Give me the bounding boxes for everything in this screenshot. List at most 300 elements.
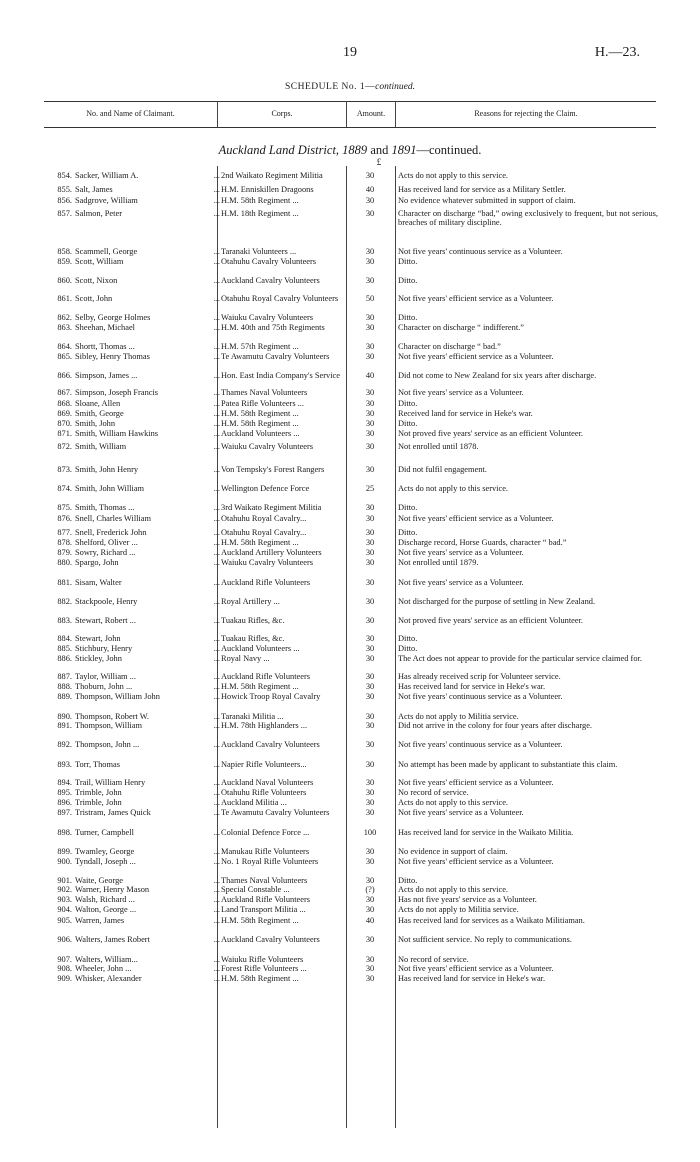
leader-dots: ...: [213, 828, 220, 837]
reason-cell: Not five years' continuous service as a Volunteer.: [398, 692, 563, 701]
amount-cell: 30: [365, 514, 375, 523]
leader-dots: ...: [213, 955, 220, 964]
claimant-name: Smith, William: [75, 442, 127, 451]
reason-cell: Has received land for service as a Military Settler.: [398, 185, 566, 194]
claim-number: 879.: [57, 548, 72, 557]
leader-dots: ...: [213, 798, 220, 807]
claim-number: 894.: [57, 778, 72, 787]
leader-dots: ...: [213, 654, 220, 663]
corps-cell: H.M. 58th Regiment ...: [221, 419, 299, 428]
leader-dots: ...: [213, 644, 220, 653]
amount-cell: 30: [365, 323, 375, 332]
corps-cell: Auckland Rifle Volunteers: [221, 578, 311, 587]
corps-cell: Hon. East India Company's Service: [221, 371, 340, 380]
corps-cell: Royal Navy ...: [221, 654, 270, 663]
claimant-name: Warner, Henry Mason: [75, 885, 150, 894]
claimant-name: Taylor, William ...: [75, 672, 136, 681]
amount-cell: 30: [365, 342, 375, 351]
leader-dots: ...: [213, 597, 220, 606]
reason-cell: No evidence whatever submitted in support of claim.: [398, 196, 576, 205]
leader-dots: ...: [213, 857, 220, 866]
amount-cell: 25: [365, 484, 375, 493]
leader-dots: ...: [213, 352, 220, 361]
leader-dots: ...: [213, 876, 220, 885]
claim-number: 875.: [57, 503, 72, 512]
claimant-name: Smith, Thomas ...: [75, 503, 135, 512]
corps-cell: Auckland Rifle Volunteers: [221, 895, 311, 904]
corps-cell: Auckland Volunteers ...: [221, 429, 300, 438]
amount-cell: 30: [365, 257, 375, 266]
amount-cell: 30: [365, 558, 375, 567]
claimant-name: Smith, John: [75, 419, 116, 428]
reason-cell: No record of service.: [398, 955, 469, 964]
claimant-name: Waite, George: [75, 876, 124, 885]
leader-dots: ...: [213, 257, 220, 266]
claim-number: 883.: [57, 616, 72, 625]
leader-dots: ...: [213, 916, 220, 925]
claimant-name: Trail, William Henry: [75, 778, 146, 787]
amount-cell: 30: [365, 760, 375, 769]
leader-dots: ...: [213, 514, 220, 523]
leader-dots: ...: [213, 692, 220, 701]
corps-cell: H.M. 40th and 75th Regiments: [221, 323, 325, 332]
amount-cell: 30: [365, 465, 375, 474]
reason-cell: Not five years' continuous service as a Volunteer.: [398, 247, 563, 256]
leader-dots: ...: [213, 371, 220, 380]
leader-dots: ...: [213, 323, 220, 332]
reason-cell: Not five years' service as a Volunteer.: [398, 548, 524, 557]
claim-number: 900.: [57, 857, 72, 866]
district-heading-and: and: [370, 143, 389, 157]
amount-cell: 30: [365, 548, 375, 557]
claimant-name: Scammell, George: [75, 247, 138, 256]
claimant-name: Stewart, John: [75, 634, 121, 643]
claimant-name: Simpson, James ...: [75, 371, 138, 380]
claimant-name: Torr, Thomas: [75, 760, 120, 769]
claimant-name: Sacker, William A.: [75, 171, 139, 180]
claim-number: 870.: [57, 419, 72, 428]
claimant-name: Smith, George: [75, 409, 124, 418]
claim-number: 865.: [57, 352, 72, 361]
corps-cell: Auckland Naval Volunteers: [221, 778, 314, 787]
corps-cell: H.M. 58th Regiment ...: [221, 538, 299, 547]
claimant-name: Walsh, Richard ...: [75, 895, 135, 904]
column-header-reason: Reasons for rejecting the Claim.: [474, 109, 578, 118]
district-heading-suffix: —continued.: [416, 143, 482, 157]
claim-number: 874.: [57, 484, 72, 493]
leader-dots: ...: [213, 484, 220, 493]
amount-cell: 30: [365, 974, 375, 983]
amount-cell: 30: [365, 847, 375, 856]
corps-cell: Howick Troop Royal Cavalry: [221, 692, 321, 701]
reason-cell: No record of service.: [398, 788, 469, 797]
claimant-name: Spargo, John: [75, 558, 119, 567]
amount-cell: 30: [365, 276, 375, 285]
reason-cell: Character on discharge “ indifferent.”: [398, 323, 524, 332]
corps-cell: Otahuhu Royal Cavalry...: [221, 514, 307, 523]
reason-cell: Not sufficient service. No reply to communications.: [398, 935, 572, 944]
claim-number: 898.: [57, 828, 72, 837]
leader-dots: ...: [213, 847, 220, 856]
reason-cell: No evidence in support of claim.: [398, 847, 508, 856]
amount-cell: 30: [365, 955, 375, 964]
corps-cell: Waiuku Cavalry Volunteers: [221, 558, 314, 567]
claim-number: 888.: [57, 682, 72, 691]
claimant-name: Stackpoole, Henry: [75, 597, 138, 606]
leader-dots: ...: [213, 276, 220, 285]
reason-cell: Acts do not apply to Militia service.: [398, 905, 519, 914]
claim-number: 897.: [57, 808, 72, 817]
amount-cell: 30: [365, 721, 375, 730]
reason-cell: Acts do not apply to this service.: [398, 885, 509, 894]
corps-cell: 2nd Waikato Regiment Militia: [221, 171, 323, 180]
reason-cell: Ditto.: [398, 634, 418, 643]
claimant-name: Thompson, William: [75, 721, 142, 730]
claimant-name: Walters, William...: [75, 955, 138, 964]
claim-number: 857.: [57, 209, 72, 218]
claimant-name: Thoburn, John ...: [75, 682, 133, 691]
table-top-rule: [44, 101, 656, 102]
amount-cell: 30: [365, 429, 375, 438]
district-heading-prefix: Auckland Land District, 1889: [218, 143, 368, 157]
claim-number: 906.: [57, 935, 72, 944]
amount-cell: 30: [365, 808, 375, 817]
claim-number: 905.: [57, 916, 72, 925]
corps-cell: Auckland Militia ...: [221, 798, 287, 807]
reason-cell: Acts do not apply to Militia service.: [398, 712, 519, 721]
reason-cell: Character on discharge “ bad.”: [398, 342, 501, 351]
amount-cell: 30: [365, 247, 375, 256]
amount-cell: 30: [365, 616, 375, 625]
corps-cell: H.M. 58th Regiment ...: [221, 409, 299, 418]
claim-number: 885.: [57, 644, 72, 653]
claim-number: 893.: [57, 760, 72, 769]
amount-cell: 50: [365, 294, 375, 303]
claimant-name: Scott, Nixon: [75, 276, 118, 285]
corps-cell: Auckland Cavalry Volunteers: [221, 276, 320, 285]
claim-number: 873.: [57, 465, 72, 474]
leader-dots: ...: [213, 419, 220, 428]
reason-cell: Acts do not apply to this service.: [398, 171, 509, 180]
claimant-name: Tristram, James Quick: [75, 808, 151, 817]
corps-cell: Otahuhu Royal Cavalry Volunteers: [221, 294, 339, 303]
claim-number: 854.: [57, 171, 72, 180]
leader-dots: ...: [213, 712, 220, 721]
amount-cell: 30: [365, 209, 375, 218]
claim-number: 869.: [57, 409, 72, 418]
claimant-name: Sadgrove, William: [75, 196, 138, 205]
leader-dots: ...: [213, 885, 220, 894]
corps-cell: Auckland Cavalry Volunteers: [221, 740, 320, 749]
reason-cell: Acts do not apply to this service.: [398, 484, 509, 493]
claimant-name: Sheehan, Michael: [75, 323, 135, 332]
reason-cell: Received land for service in Heke's war.: [398, 409, 533, 418]
leader-dots: ...: [213, 974, 220, 983]
claimant-name: Smith, William Hawkins: [75, 429, 159, 438]
claimant-name: Sisam, Walter: [75, 578, 122, 587]
leader-dots: ...: [213, 538, 220, 547]
claim-number: 884.: [57, 634, 72, 643]
column-header-amount: Amount.: [356, 109, 386, 118]
claim-number: 881.: [57, 578, 72, 587]
amount-cell: 30: [365, 442, 375, 451]
leader-dots: ...: [213, 196, 220, 205]
amount-cell: 30: [365, 352, 375, 361]
amount-cell: 30: [365, 388, 375, 397]
reason-cell: Has received land for service in the Waikato Militia.: [398, 828, 574, 837]
claim-number: 907.: [57, 955, 72, 964]
claim-number: 856.: [57, 196, 72, 205]
reason-cell: Character on discharge “bad,” owing exclusively to frequent, but not serious, breaches of military discipline.: [398, 209, 658, 227]
leader-dots: ...: [213, 935, 220, 944]
claim-number: 892.: [57, 740, 72, 749]
corps-cell: H.M. 58th Regiment ...: [221, 196, 299, 205]
reason-cell: Not five years' efficient service as a Volunteer.: [398, 857, 554, 866]
claimant-name: Trimble, John: [75, 798, 122, 807]
amount-cell: 30: [365, 905, 375, 914]
leader-dots: ...: [213, 465, 220, 474]
amount-cell: 30: [365, 538, 375, 547]
claim-number: 866.: [57, 371, 72, 380]
corps-cell: Otahuhu Royal Cavalry...: [221, 528, 307, 537]
body-divider-3: [395, 166, 396, 1128]
leader-dots: ...: [213, 185, 220, 194]
district-heading: [0, 143, 700, 158]
claim-number: 862.: [57, 313, 72, 322]
claim-number: 904.: [57, 905, 72, 914]
claim-number: 876.: [57, 514, 72, 523]
claimant-name: Stewart, Robert ...: [75, 616, 136, 625]
amount-cell: 30: [365, 419, 375, 428]
amount-cell: 30: [365, 876, 375, 885]
claim-number: 877.: [57, 528, 72, 537]
claim-number: 903.: [57, 895, 72, 904]
leader-dots: ...: [213, 388, 220, 397]
amount-cell: 30: [365, 409, 375, 418]
corps-cell: Auckland Volunteers ...: [221, 644, 300, 653]
reason-cell: Ditto.: [398, 503, 418, 512]
corps-cell: Waiuku Cavalry Volunteers: [221, 442, 314, 451]
claim-number: 896.: [57, 798, 72, 807]
leader-dots: ...: [213, 672, 220, 681]
leader-dots: ...: [213, 399, 220, 408]
corps-cell: H.M. 58th Regiment ...: [221, 682, 299, 691]
claim-number: 860.: [57, 276, 72, 285]
reason-cell: Not enrolled until 1878.: [398, 442, 479, 451]
corps-cell: Te Awamutu Cavalry Volunteers: [221, 808, 330, 817]
corps-cell: Land Transport Militia ...: [221, 905, 306, 914]
claimant-name: Salmon, Peter: [75, 209, 122, 218]
leader-dots: ...: [213, 429, 220, 438]
claim-number: 908.: [57, 964, 72, 973]
claimant-name: Thompson, William John: [75, 692, 160, 701]
amount-cell: 30: [365, 740, 375, 749]
claim-number: 882.: [57, 597, 72, 606]
currency-symbol: £: [376, 157, 382, 167]
claimant-name: Scott, William: [75, 257, 124, 266]
reason-cell: Did not come to New Zealand for six years after discharge.: [398, 371, 597, 380]
leader-dots: ...: [213, 788, 220, 797]
reason-cell: Not five years' efficient service as a Volunteer.: [398, 778, 554, 787]
leader-dots: ...: [213, 247, 220, 256]
corps-cell: Otahuhu Rifle Volunteers: [221, 788, 307, 797]
schedule-title-main: SCHEDULE No. 1—: [285, 82, 376, 92]
claim-number: 880.: [57, 558, 72, 567]
claimant-name: Whisker, Alexander: [75, 974, 142, 983]
corps-cell: Von Tempsky's Forest Rangers: [221, 465, 325, 474]
reason-cell: Not five years' service as a Volunteer.: [398, 578, 524, 587]
leader-dots: ...: [213, 409, 220, 418]
claimant-name: Snell, Charles William: [75, 514, 152, 523]
claim-number: 858.: [57, 247, 72, 256]
leader-dots: ...: [213, 895, 220, 904]
amount-cell: 30: [365, 528, 375, 537]
claimant-name: Sloane, Allen: [75, 399, 121, 408]
corps-cell: Auckland Rifle Volunteers: [221, 672, 311, 681]
reason-cell: Ditto.: [398, 276, 418, 285]
leader-dots: ...: [213, 808, 220, 817]
leader-dots: ...: [213, 616, 220, 625]
corps-cell: Patea Rifle Volunteers ...: [221, 399, 304, 408]
reason-cell: Not enrolled until 1879.: [398, 558, 479, 567]
corps-cell: Otahuhu Cavalry Volunteers: [221, 257, 317, 266]
leader-dots: ...: [213, 964, 220, 973]
amount-cell: 30: [365, 857, 375, 866]
district-heading-years: 1891: [391, 143, 417, 157]
leader-dots: ...: [213, 760, 220, 769]
corps-cell: Special Constable ...: [221, 885, 290, 894]
claimant-name: Salt, James: [75, 185, 113, 194]
claimant-name: Twamley, George: [75, 847, 135, 856]
table-header-rule: [44, 127, 656, 128]
leader-dots: ...: [213, 209, 220, 218]
amount-cell: 30: [365, 964, 375, 973]
reason-cell: Not proved five years' service as an efficient Volunteer.: [398, 429, 583, 438]
amount-cell: 40: [365, 371, 375, 380]
amount-cell: 30: [365, 399, 375, 408]
corps-cell: Colonial Defence Force ...: [221, 828, 310, 837]
reason-cell: Ditto.: [398, 313, 418, 322]
amount-cell: 30: [365, 644, 375, 653]
corps-cell: Napier Rifle Volunteers...: [221, 760, 307, 769]
claimant-name: Smith, John William: [75, 484, 145, 493]
amount-cell: 30: [365, 798, 375, 807]
corps-cell: Waiuku Rifle Volunteers: [221, 955, 304, 964]
claimant-name: Turner, Campbell: [75, 828, 134, 837]
claimant-name: Simpson, Joseph Francis: [75, 388, 159, 397]
corps-cell: Forest Rifle Volunteers ...: [221, 964, 307, 973]
corps-cell: Taranaki Volunteers ...: [221, 247, 297, 256]
corps-cell: Manukau Rifle Volunteers: [221, 847, 310, 856]
reason-cell: Has already received scrip for Volunteer service.: [398, 672, 561, 681]
reason-cell: Ditto.: [398, 644, 418, 653]
column-header-name: No. and Name of Claimant.: [86, 109, 175, 118]
reason-cell: Not proved five years' service as an efficient Volunteer.: [398, 616, 583, 625]
column-header-corps: Corps.: [271, 109, 293, 118]
corps-cell: Auckland Artillery Volunteers: [221, 548, 322, 557]
claim-number: 895.: [57, 788, 72, 797]
amount-cell: 30: [365, 196, 375, 205]
claim-number: 902.: [57, 885, 72, 894]
claim-number: 867.: [57, 388, 72, 397]
reason-cell: Not five years' service as a Volunteer.: [398, 808, 524, 817]
claim-number: 887.: [57, 672, 72, 681]
reason-cell: Not discharged for the purpose of settling in New Zealand.: [398, 597, 596, 606]
amount-cell: 30: [365, 788, 375, 797]
corps-cell: Royal Artillery ...: [221, 597, 280, 606]
leader-dots: ...: [213, 740, 220, 749]
page-number: 19: [343, 45, 357, 60]
amount-cell: 30: [365, 313, 375, 322]
claim-number: 863.: [57, 323, 72, 332]
reason-cell: Not five years' efficient service as a Volunteer.: [398, 964, 554, 973]
reason-cell: Has received land for service in Heke's war.: [398, 682, 546, 691]
leader-dots: ...: [213, 578, 220, 587]
claim-number: 861.: [57, 294, 72, 303]
amount-cell: 30: [365, 712, 375, 721]
reason-cell: Discharge record, Horse Guards, character “ bad.”: [398, 538, 567, 547]
claim-number: 890.: [57, 712, 72, 721]
corps-cell: H.M. 18th Regiment ...: [221, 209, 299, 218]
leader-dots: ...: [213, 313, 220, 322]
corps-cell: 3rd Waikato Regiment Militia: [221, 503, 322, 512]
reason-cell: Not five years' service as a Volunteer.: [398, 388, 524, 397]
corps-cell: No. 1 Royal Rifle Volunteers: [221, 857, 319, 866]
reason-cell: Acts do not apply to this service.: [398, 798, 509, 807]
amount-cell: 30: [365, 171, 375, 180]
reason-cell: Did not fulfil engagement.: [398, 465, 487, 474]
amount-cell: 100: [363, 828, 377, 837]
amount-cell: 30: [365, 578, 375, 587]
claimant-name: Snell, Frederick John: [75, 528, 147, 537]
claimant-name: Stichbury, Henry: [75, 644, 133, 653]
claimant-name: Thompson, Robert W.: [75, 712, 149, 721]
reason-cell: Has received land for service in Heke's war.: [398, 974, 546, 983]
amount-cell: 30: [365, 597, 375, 606]
schedule-title-suffix: continued.: [375, 82, 415, 92]
claimant-name: Sowry, Richard ...: [75, 548, 136, 557]
claim-number: 872.: [57, 442, 72, 451]
claim-number: 859.: [57, 257, 72, 266]
amount-cell: 30: [365, 895, 375, 904]
reason-cell: Ditto.: [398, 399, 418, 408]
claimant-name: Walton, George ...: [75, 905, 137, 914]
claimant-name: Shelford, Oliver ...: [75, 538, 138, 547]
claim-number: 878.: [57, 538, 72, 547]
leader-dots: ...: [213, 528, 220, 537]
corps-cell: H.M. Enniskillen Dragoons: [221, 185, 314, 194]
claimant-name: Warren, James: [75, 916, 125, 925]
amount-cell: 30: [365, 682, 375, 691]
reason-cell: Ditto.: [398, 528, 418, 537]
claimant-name: Trimble, John: [75, 788, 122, 797]
reason-cell: Has not five years' service as a Volunteer.: [398, 895, 537, 904]
schedule-title: [0, 82, 700, 92]
claimant-name: Smith, John Henry: [75, 465, 139, 474]
leader-dots: ...: [213, 558, 220, 567]
corps-cell: Wellington Defence Force: [221, 484, 310, 493]
amount-cell: 40: [365, 916, 375, 925]
reason-cell: Not five years' efficient service as a Volunteer.: [398, 514, 554, 523]
leader-dots: ...: [213, 905, 220, 914]
claim-number: 909.: [57, 974, 72, 983]
amount-cell: 30: [365, 672, 375, 681]
corps-cell: Tuakau Rifles, &c.: [221, 616, 285, 625]
claim-number: 855.: [57, 185, 72, 194]
claim-number: 891.: [57, 721, 72, 730]
corps-cell: Auckland Cavalry Volunteers: [221, 935, 320, 944]
corps-cell: Thames Naval Volunteers: [221, 876, 308, 885]
